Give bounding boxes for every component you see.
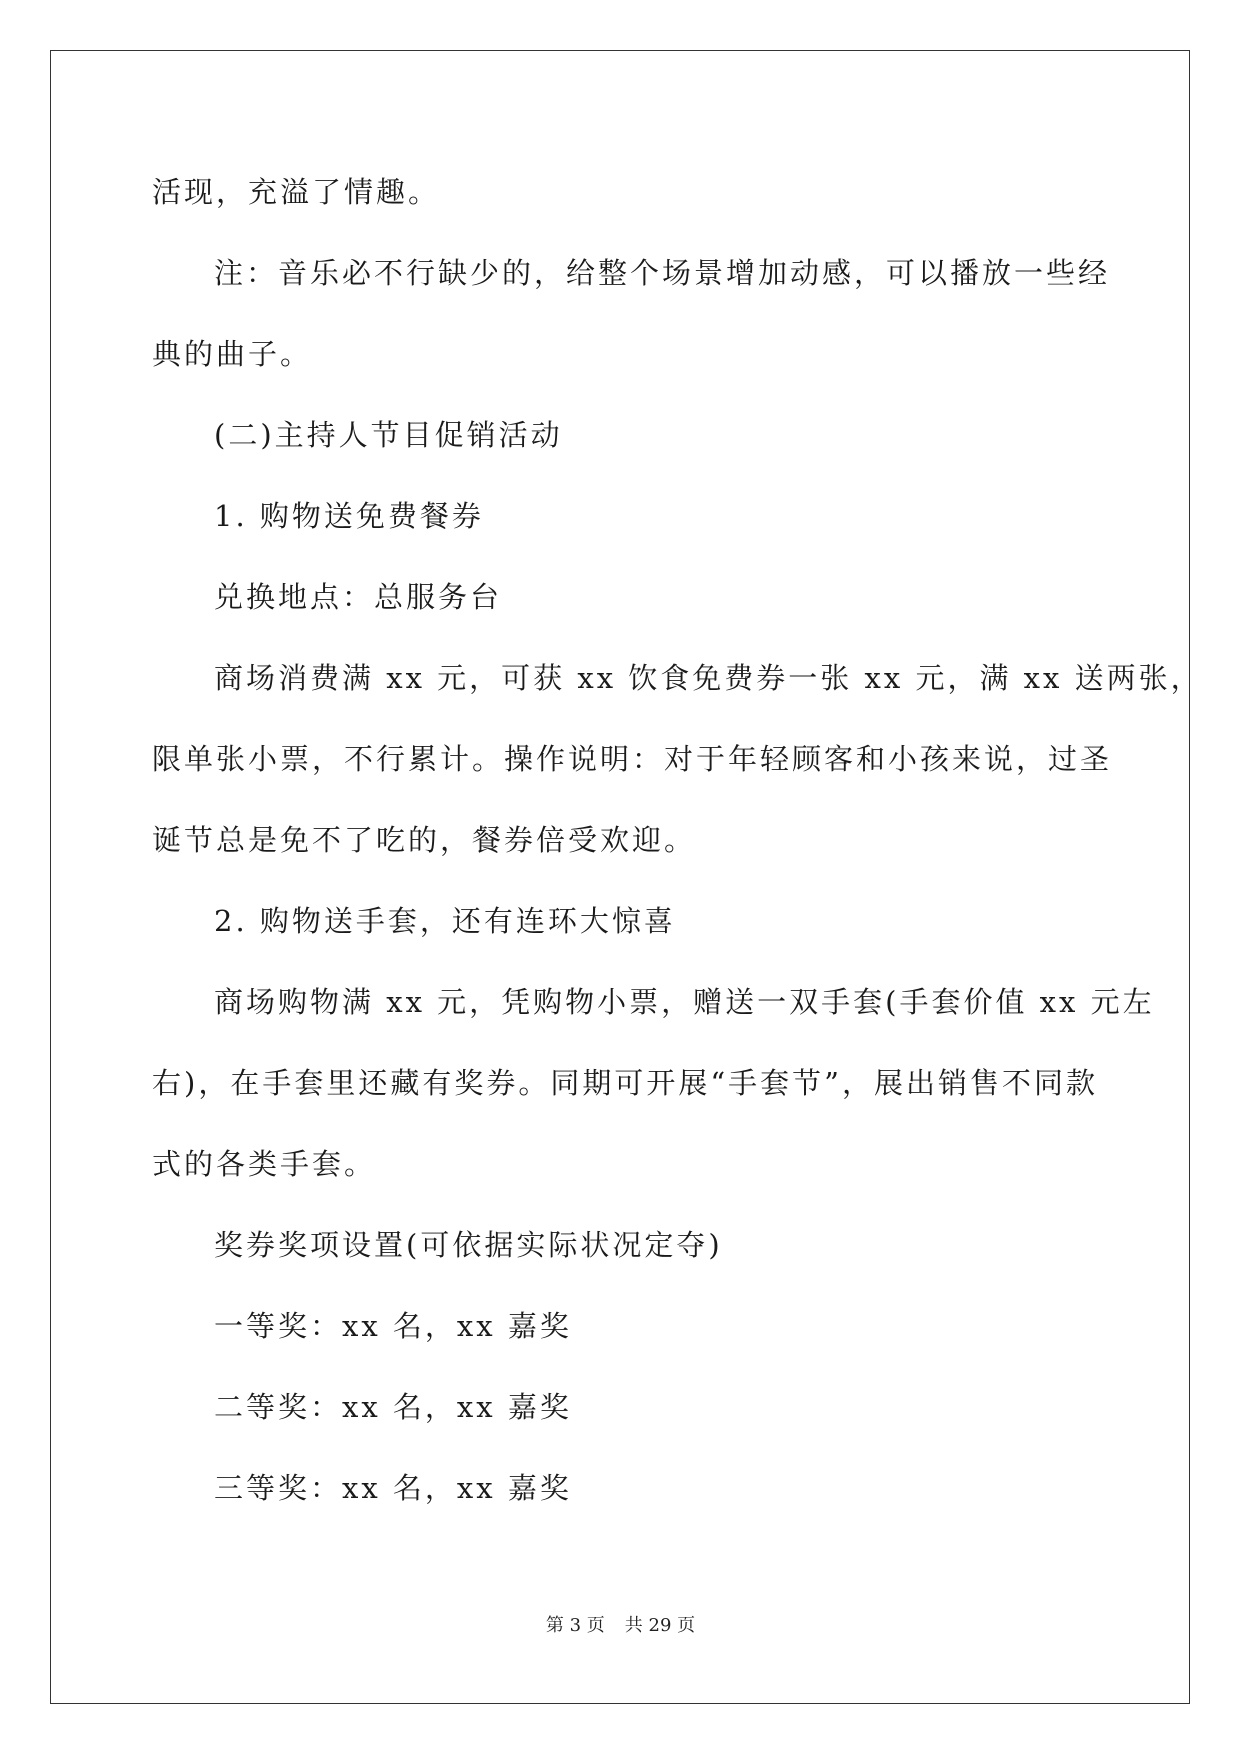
prize-line: 三等奖：xx 名，xx 嘉奖 [214,1471,572,1505]
paragraph-line: 奖券奖项设置(可依据实际状况定夺) [214,1228,723,1262]
paragraph-line: 右)，在手套里还藏有奖券。同期可开展“手套节”，展出销售不同款 [152,1066,1098,1100]
page-number: 第 3 页 [545,1615,605,1636]
paragraph-line: 限单张小票，不行累计。操作说明：对于年轻顾客和小孩来说，过圣 [152,742,1113,776]
paragraph-line: 式的各类手套。 [152,1147,377,1181]
paragraph-line: 商场消费满 xx 元，可获 xx 饮食免费券一张 xx 元，满 xx 送两张， [214,661,1203,695]
page-border [50,50,1190,1704]
prize-line: 二等奖：xx 名，xx 嘉奖 [214,1390,572,1424]
page-footer [0,1614,1241,1638]
paragraph-line: 商场购物满 xx 元，凭购物小票，赠送一双手套(手套价值 xx 元左 [214,985,1155,1019]
section-heading: (二)主持人节目促销活动 [214,418,563,452]
list-item-heading: 1. 购物送免费餐券 [214,499,484,533]
paragraph-line: 典的曲子。 [152,337,313,371]
paragraph-line: 活现，充溢了情趣。 [152,175,441,209]
prize-line: 一等奖：xx 名，xx 嘉奖 [214,1309,572,1343]
page-total: 共 29 页 [624,1615,696,1636]
paragraph-line: 注：音乐必不行缺少的，给整个场景增加动感，可以播放一些经 [214,256,1111,290]
list-item-heading: 2. 购物送手套，还有连环大惊喜 [214,904,676,938]
paragraph-line: 诞节总是免不了吃的，餐券倍受欢迎。 [152,823,697,857]
paragraph-line: 兑换地点：总服务台 [214,580,503,614]
